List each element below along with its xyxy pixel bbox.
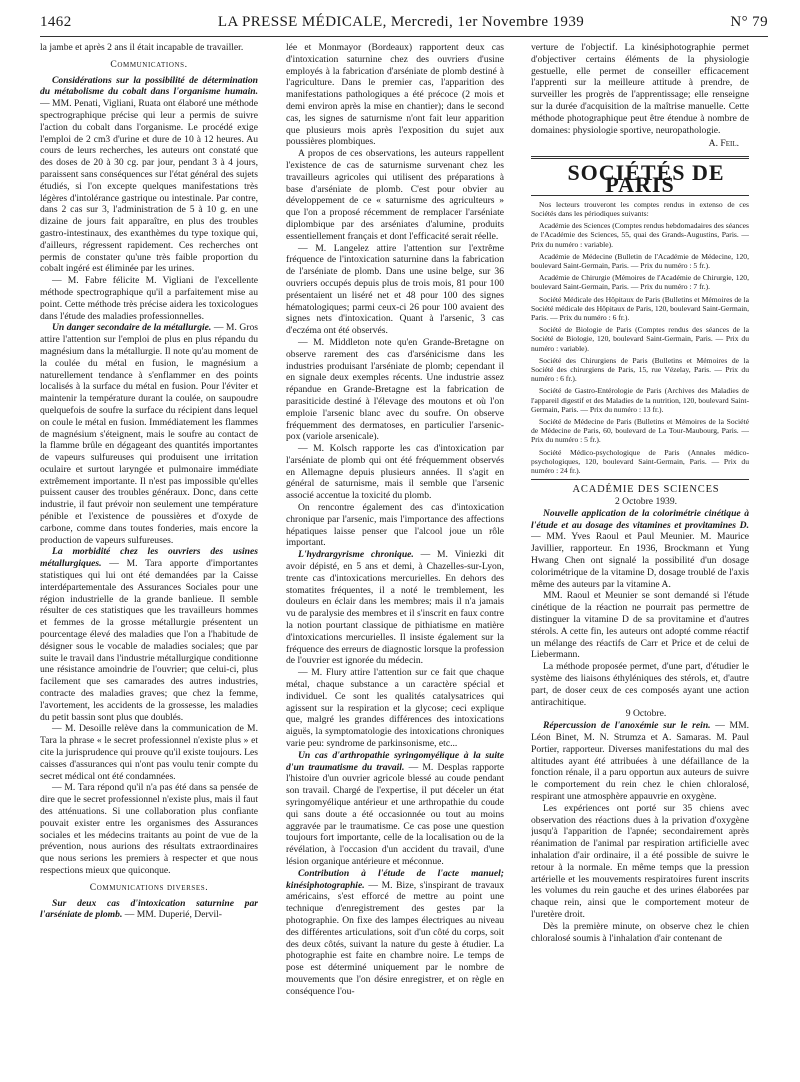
article-title: Nouvelle application de la colorimétrie cinétique à l'étude et au dosage des vitamines et provitamines D. bbox=[531, 507, 749, 531]
section-heading: Communications. bbox=[110, 58, 188, 70]
societies-list bbox=[531, 200, 749, 475]
list-item: Société de Biologie de Paris (Comptes rendus des séances de la Société de Biologie, 120, boulevard Saint-Germain, Paris. — Prix du numéro : variable). bbox=[531, 325, 749, 353]
article-body: — M. Gros attire l'attention sur l'emploi de plus en plus répandu du magnésium dans la métallurgie. Il note qu'au moment de la coulée du métal en fusion, le magnésium a naturellement tendance à s'enflammer en des points localisés à la surface du métal en fusion. Pour l'éviter et maintenir la température durant la coulée, on saupoudre quelquefois de soufre la surface du récipient dans lequel on coule le métal en fusion. Immédiatement les flammes de magnésium s'éteignent, mais le soufre au contact de la flamme brûle en dégageant des quantités importantes de vapeurs sulfureuses qui produisent une irritation oculaire et surtout laryngée et pulmonaire immédiate extrêmement importante. Il n'est pas impossible qu'elles puissent causer des troubles généraux. Donc, dans cette industrie, il faut prévoir non seulement une température pénible et l'existence de poussières et d'oxyde de carbone, comme dans toutes fonderies, mais encore la production de vapeurs sulfureuses. bbox=[40, 322, 258, 546]
paragraph: On rencontre également des cas d'intoxication chronique par l'arsenic, mais l'importance des affections hépatiques laisse penser que l'alcool joue un rôle important. bbox=[286, 502, 504, 549]
article bbox=[40, 75, 258, 276]
list-item: Société Médicale des Hôpitaux de Paris (Bulletins et Mémoires de la Société médicale des Hôpitaux de Paris, 120, boulevard Saint-Germain, Paris. — Prix du numéro : 6 fr.). bbox=[531, 294, 749, 322]
article bbox=[286, 868, 504, 998]
divider bbox=[531, 156, 749, 159]
article bbox=[531, 720, 749, 803]
paragraph: verture de l'objectif. La kinésiphotographie permet d'objectiver certains éléments de la physiologie gestuelle, elle permet de conseiller efficacement l'apprenti sur la meilleure attitude à prendre, de surveiller les progrès de l'apprentissage; elle renseigne sur la durée d'acquisition de la maîtrise manuelle. Cette méthode photographique peut être étendue à nombre de domaines: physiologie sportive, neuropathologie. bbox=[531, 42, 749, 136]
list-item: Société Médico-psychologique de Paris (Annales médico-psychologiques, 120, boulevard Saint-Germain, Paris. — Prix du numéro : 24 fr.). bbox=[531, 447, 749, 476]
article bbox=[286, 750, 504, 868]
issue-number: N° 79 bbox=[730, 14, 768, 30]
list-item: Société de Médecine de Paris (Bulletins et Mémoires de la Société de Médecine de Paris, 60, boulevard de La Tour-Maubourg, Paris. — Prix du numéro : 5 fr.). bbox=[531, 417, 749, 445]
article-body: — M. Tara apporte d'importantes statistiques qui lui ont été demandées par la Caisse interdépartementale des Assurances Sociales pour une région industrielle de la grande banlieue. Il semble résulter de ces statistiques que les travailleurs hommes et femmes de la grosse métallurgie présentent un pourcentage élevé des maladies que l'on a l'habitude de désigner sous le vocable de maladies sociales; que par suite le travail dans l'industrie métallurgique conditionne une résistance amoindrie de l'ouvrier; que celui-ci, plus facilement que ses camarades des autres industries, contracte des maladies graves; que chez la femme, l'avortement, les accidents de la grossesse, les maladies du petit bassin sont plus que doublés. bbox=[40, 558, 258, 723]
article-title: L'hydrargyrisme chronique. bbox=[298, 549, 414, 561]
societies-intro: Nos lecteurs trouveront les comptes rendus in extenso de ces Sociétés dans les périodiques suivants: bbox=[531, 199, 749, 218]
list-item: Société des Chirurgiens de Paris (Bulletins et Mémoires de la Société des chirurgiens de Paris, 15, rue Vézelay, Paris. — Prix du numéro : 6 fr.). bbox=[531, 355, 749, 384]
paragraph: Les expériences ont porté sur 35 chiens avec observation des réactions dues à la privation d'oxygène jusqu'à l'apparition de l'apnée; secondairement après réanimation de l'animal par respiration artificielle avec inhalation d'air ordinaire, il a été possible de suivre le retour à la normale. En même temps que la pression artérielle et les mouvements respiratoires furent inscrits les volumes du rein gauche et des urines élaborées par chaque rein, ainsi que le comportement moteur de l'uretère droit. bbox=[531, 802, 749, 920]
paragraph: — M. Tara répond qu'il n'a pas été dans sa pensée de dire que le secret professionnel n'existe plus, mais il faut des atténuations. Si une collaboration plus confiante pouvait exister entre les organismes des Assurances sociales et les médecins traitants au point de vue de la prévention, nous aurions des résultats extraordinaires que nous serions les premiers à respecter et que nous respections mieux que quiconque. bbox=[40, 782, 258, 876]
author-signature: A. Feil. bbox=[708, 138, 739, 150]
article-body: — MM. Penati, Vigliani, Ruata ont élaboré une méthode spectrographique précise qui leur a permis de suivre l'action du cobalt dans l'organisme. Le procédé exige l'emploi de 2 cm3 d'urine et dure de 10 à 12 heures. Au cours de leurs recherches, les auteurs ont constaté que des doses de 20 à 30 cg. par jour, pendant 3 à 4 jours, paraissent sans conséquences sur l'état général des sujets étudiés, si l'on excepte quelques manifestations très légères d'intolérance gastrique ou intestinale. Par contre, dans 2 cas sur 3, l'administration de 5 à 10 g. en une dizaine de jours fait apparaître, en plus des troubles gastro-intestinaux, des exanthèmes du type toxique qui, d'ailleurs, régressent rapidement. Ces recherches ont permis de constater qu'une très faible proportion du cobalt ingéré est éliminée par les urines. bbox=[40, 98, 258, 275]
article-title: Sur deux cas d'intoxication saturnine par l'arséniate de plomb. bbox=[40, 897, 258, 921]
paragraph: — M. Kolsch rapporte les cas d'intoxication par l'arséniate de plomb qui ont été fréquemment observés en Allemagne depuis plusieurs années. Il s'agit en général de saturnisme, mais il semble que l'arsenic associé accentue la toxicité du plomb. bbox=[286, 443, 504, 502]
article-body: — MM. Yves Raoul et Paul Meunier. M. Maurice Javillier, rapporteur. En 1936, Brockmann et Yung Hwang Chen ont signalé la possibilité d'un dosage colorimétrique de la vitamine D, dosage troublé de l'axis même des auteurs par la vitamine A. bbox=[531, 531, 749, 590]
paragraph: — M. Langelez attire l'attention sur l'extrême fréquence de l'intoxication saturnine dans la fabrication de l'arséniate de plomb. Dans une usine belge, sur 36 ouvriers occupés depuis plus de trois mois, 81 pour 100 présentaient un liséré net et 48 pour 100 des signes hématologiques; parmi ceux-ci 26 pour 100 avaient des signes nets d'intoxication. Quant à l'arsenic, 3 cas d'eczéma ont été observés. bbox=[286, 242, 504, 337]
column-1 bbox=[40, 42, 258, 1067]
list-item: Académie de Chirurgie (Mémoires de l'Académie de Chirurgie, 120, boulevard Saint-Germain, Paris. — Prix du numéro : 7 fr.). bbox=[531, 273, 749, 292]
column-3 bbox=[531, 42, 749, 1067]
article-title: Un cas d'arthropathie syringomyélique à la suite d'un traumatisme du travail. bbox=[286, 749, 504, 773]
section-title: SOCIÉTÉS DE PARIS bbox=[567, 160, 725, 197]
paragraph: La méthode proposée permet, d'une part, d'étudier le système des liaisons éthyléniques des stérols, et, d'autre part, de doser ceux de ces composés ayant une action antirachitique. bbox=[531, 661, 749, 708]
list-item: Académie des Sciences (Comptes rendus hebdomadaires des séances de l'Académie des Sciences, 55, quai des Grands-Augustins, Paris. — Prix du numéro : variable). bbox=[531, 221, 749, 249]
article-title: Un danger secondaire de la métallurgie. bbox=[52, 322, 212, 334]
session-date: 2 Octobre 1939. bbox=[614, 496, 678, 508]
list-item: Académie de Médecine (Bulletin de l'Académie de Médecine, 120, boulevard Saint-Germain, Paris. — Prix du numéro : 5 fr.). bbox=[531, 251, 749, 270]
paragraph: lée et Monmayor (Bordeaux) rapportent deux cas d'intoxication saturnine chez des ouvriers d'usine employés à la fabrication d'arséniate de plomb destiné à l'agriculture. Dans le premier cas, l'apparition des manifestations pathologiques a été précoce (2 mois et demi environ après la mise en chantier); dans le second cas, les signes de saturnisme n'ont fait leur apparition que plusieurs mois après l'exposition du sujet aux poussières plombiques. bbox=[286, 42, 504, 148]
article-body: — M. Desplas rapporte l'histoire d'un ouvrier agricole blessé au coude pendant son travail. Chargé de l'expertise, il put déceler un état syringomyélique antérieur et une arthropathie du coude qui sans doute a été occasionnée ou tout au moins aggravée par le traumatisme. Ce cas pose une question toujours fort importante, celle de la localisation ou de la révélation, à l'occasion d'un accident du travail, d'une lésion organique antérieure et méconnue. bbox=[286, 761, 504, 867]
paragraph: la jambe et après 2 ans il était incapable de travailler. bbox=[40, 42, 244, 53]
journal-title: LA PRESSE MÉDICALE, Mercredi, 1er Novembre 1939 bbox=[217, 14, 585, 30]
article bbox=[40, 546, 258, 723]
article-body: — MM. Léon Binet, M. N. Strumza et A. Samaras. M. Paul Portier, rapporteur. Diverses manifestations du mal des altitudes ayant été attribuées à une défaillance de la fonction rénale, il a paru opportun aux auteurs de suivre le comportement du rein chez le chien chloralosé, respirant une atmosphère appauvrie en oxygène. bbox=[531, 720, 749, 802]
paragraph: — M. Middleton note qu'en Grande-Bretagne on observe rarement des cas d'arsénicisme dans les industries produisant l'arséniate de plomb; cependant il en signale deux exemples récents. Une industrie assez répandue en Grande-Bretagne est la fabrication de parasiticide destiné à l'élevage des moutons et où l'on emploie l'arsenic blanc avec du soufre. On observe fréquemment des dermatoses, en particulier l'arsenic-pox (variole arsenicale). bbox=[286, 336, 504, 443]
page-number: 1462 bbox=[40, 14, 72, 30]
article bbox=[40, 898, 258, 922]
article-title: Répercussion de l'anoxémie sur le rein. bbox=[543, 720, 711, 732]
divider bbox=[531, 479, 749, 480]
page-header bbox=[40, 14, 768, 37]
article-body: — MM. Duperié, Dervil- bbox=[124, 909, 222, 921]
paragraph: Dès la première minute, on observe chez le chien chloralosé soumis à l'inhalation d'air contenant de bbox=[531, 920, 749, 944]
article bbox=[40, 322, 258, 546]
paragraph: A propos de ces observations, les auteurs rappellent l'existence de cas de saturnisme survenant chez les travailleurs agricoles qui utilisent des préparations à base d'arséniate de plomb. C'est pour obvier au développement de ce « saturnisme des agriculteurs » que l'on a proposé récemment de remplacer l'arséniate diplombique par des arséniates d'alumine, produits essentiellement français et dont l'efficacité serait réelle. bbox=[286, 148, 504, 242]
paragraph: MM. Raoul et Meunier se sont demandé si l'étude cinétique de la réaction ne pourrait pas permettre de distinguer la vitamine D de sa provitamine et d'autres stérols. A cette fin, les auteurs ont adopté comme réactif un mélange des réactifs de Carr et Price et de celui de Liebermann. bbox=[531, 590, 749, 661]
column-2 bbox=[286, 42, 504, 1067]
article bbox=[286, 549, 504, 667]
article-body: — M. Bize, s'inspirant de travaux américains, s'est efforcé de mettre au point une technique d'enregistrement des gestes par la photographie. On fixe des lampes électriques au niveau des différentes articulations, soit d'un côté du corps, soit des deux côtés, suivant la nature du geste à étudier. La photographie est faite en chambre noire. Le temps de pose est déterminé uniquement par le nombre de mouvements que l'on désire enregistrer, et on règle en conséquence l'ou- bbox=[286, 879, 504, 997]
society-heading: ACADÉMIE DES SCIENCES bbox=[572, 484, 720, 496]
paragraph: — M. Flury attire l'attention sur ce fait que chaque métal, chaque substance a un caractère spécial et individuel. Ce sont les qualités catalysatrices qui agissent sur la respiration et la glycose; ceci explique que, malgré les grandes différences des intoxications aiguës, la symptomatologie des intoxications chroniques varie peu: syndrome de parkinsonisme, etc... bbox=[286, 667, 504, 750]
article-title: Contribution à l'étude de l'acte manuel; kinésiphotographie. bbox=[286, 867, 504, 891]
paragraph: — M. Fabre félicite M. Vigliani de l'excellente méthode spectrographique qu'il a parfaitement mise au point. Cette méthode très précise aidera les toxicologues dans l'étude des maladies professionnelles. bbox=[40, 275, 258, 322]
list-item: Société de Gastro-Entérologie de Paris (Archives des Maladies de l'appareil digestif et des Maladies de la nutrition, 120, boulevard Saint-Germain, Paris. — Prix du numéro : 13 fr.). bbox=[531, 386, 749, 414]
paragraph: — M. Desoille relève dans la communication de M. Tara la phrase « le secret professionnel n'existe plus » et cite la jurisprudence qui prouve qu'il existe toujours. Les caisses d'assurances qui n'ont pas voulu tenir compte du secret médical ont été condamnées. bbox=[40, 723, 258, 782]
article-body: — M. Viniezki dit avoir dépisté, en 5 ans et demi, à Chazelles-sur-Lyon, trente cas d'intoxications mercurielles. En dehors des stomatites fréquentes, il a noté le tremblement, les douleurs en éclair dans les membres; mais il n'a jamais vu de paralysie des membres et il s'inscrit en faux contre la notion pourtant classique de pithiatisme en matière d'intoxications mercurielles. Il insiste également sur la fréquence des erreurs de diagnostic lorsque la profession de l'ouvrier est ignorée du médecin. bbox=[286, 549, 504, 667]
session-date: 9 Octobre. bbox=[625, 708, 667, 720]
article-title: La morbidité chez les ouvriers des usines métallurgiques. bbox=[40, 546, 258, 570]
article-title: Considérations sur la possibilité de détermination du métabolisme du cobalt dans l'organisme humain. bbox=[40, 74, 258, 98]
article bbox=[531, 508, 749, 591]
section-heading: Communications diverses. bbox=[89, 881, 209, 893]
